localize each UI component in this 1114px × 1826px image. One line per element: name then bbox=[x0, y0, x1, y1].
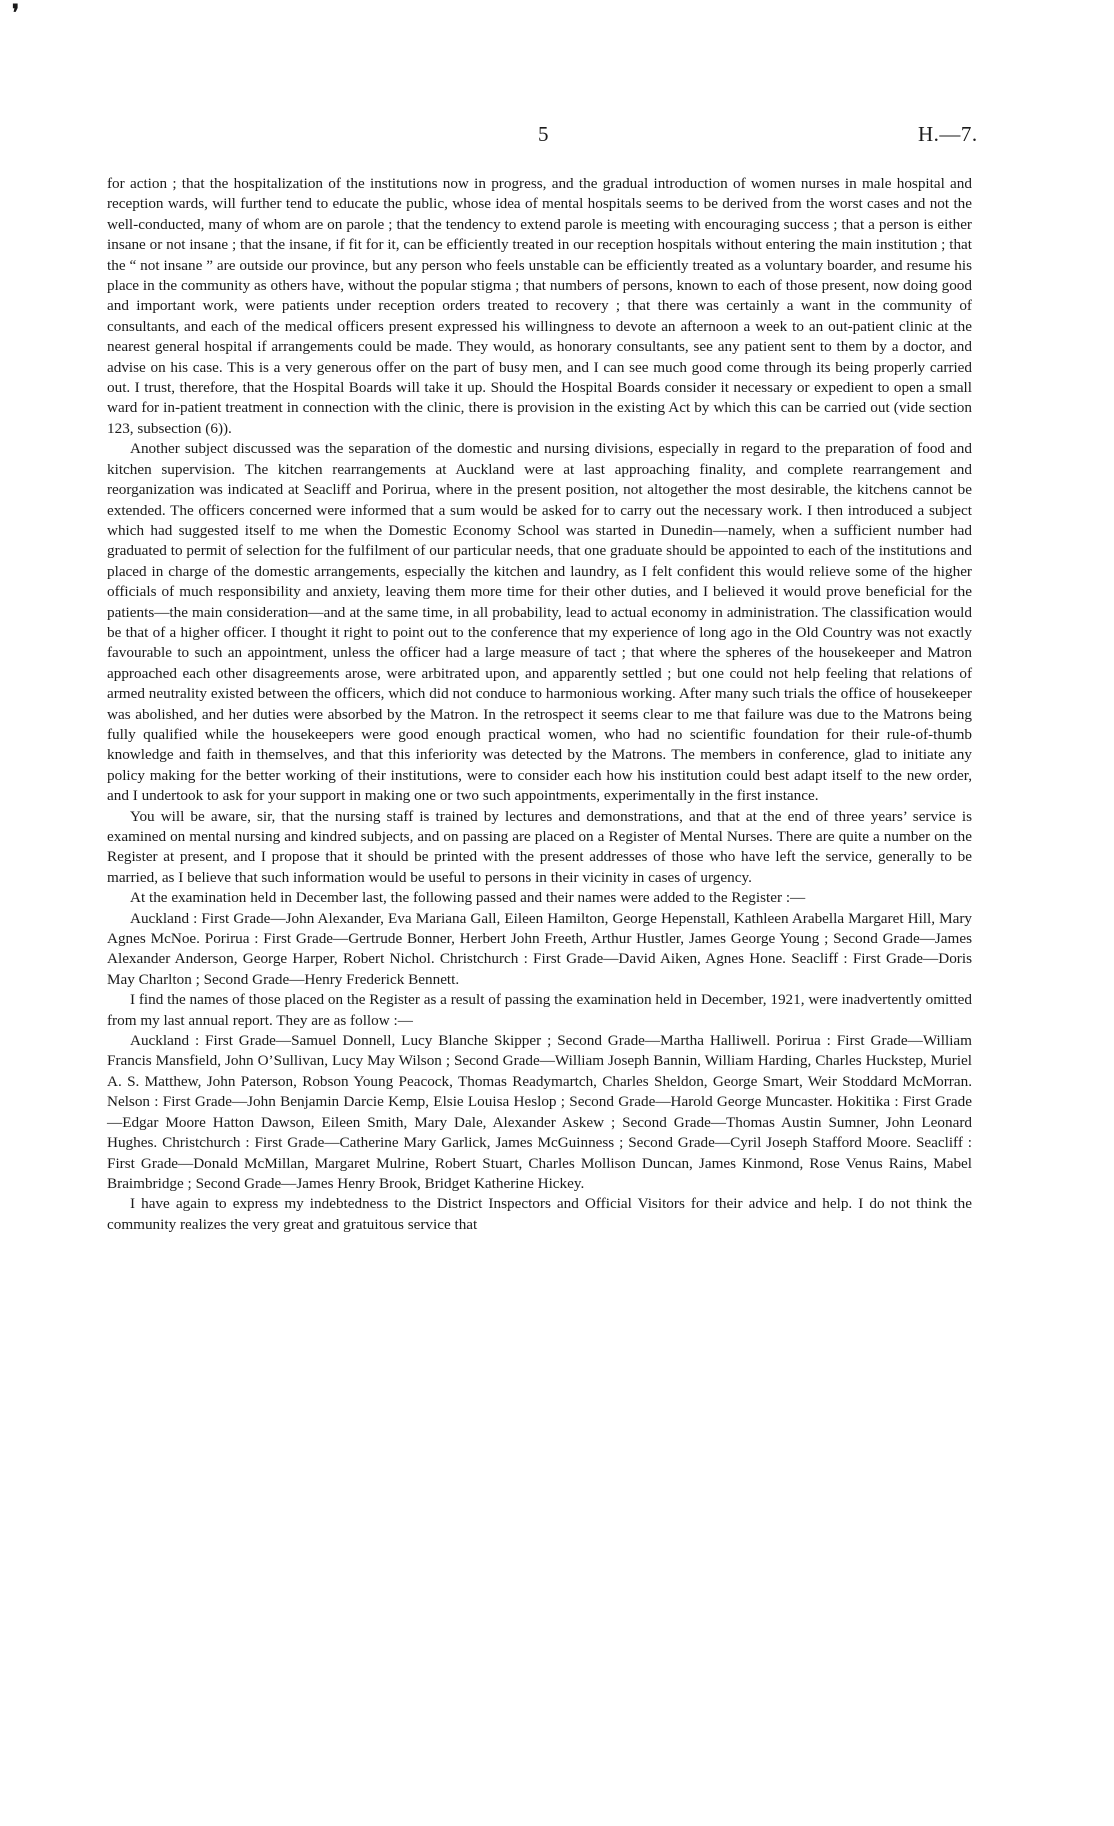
paragraph-nursing-staff: You will be aware, sir, that the nursing staff is trained by lectures and demonstrations, and that at the end of three years’ service is examined on mental nursing and kindred subjects, and on passing are placed on a Register of Mental Nurses. There are quite a number on the Register at present, and I propose that it should be printed with the present addresses of those who have left the service, generally to be married, as I believe that such information would be useful to persons in their vicinity in cases of urgency. bbox=[107, 807, 972, 886]
paragraph-acknowledgement: I have again to express my indebtedness to the District Inspectors and Official Visitors for their advice and help. I do not think the community realizes the very great and gratuitous service that bbox=[107, 1195, 972, 1233]
paragraph-register-list-1922: Auckland : First Grade—John Alexander, Eva Mariana Gall, Eileen Hamilton, George Hepenstall, Kathleen Arabella Margaret Hill, Mary Agnes McNoe. Porirua : First Grade—Gertrude Bonner, Herbert John Freeth, Arthur Hustler, James George Young ; Second Grade—James Alexander Anderson, George Harper, Robert Nichol. Christchurch : First Grade—David Aiken, Agnes Hone. Seacliff : First Grade—Doris May Charlton ; Second Grade—Henry Frederick Bennett. bbox=[107, 909, 972, 988]
paragraph-omitted-names-intro: I find the names of those placed on the Register as a result of passing the examination held in December, 1921, were inadvertently omitted from my last annual report. They are as follow :— bbox=[107, 991, 972, 1029]
page-header bbox=[0, 122, 1114, 152]
body-text bbox=[107, 174, 972, 1235]
document-code: H.—7. bbox=[918, 122, 978, 146]
page-number: 5 bbox=[538, 122, 549, 146]
paragraph-domestic-nursing: Another subject discussed was the separation of the domestic and nursing divisions, especially in regard to the preparation of food and kitchen supervision. The kitchen rearrangements at Auckland were at last approaching finality, and complete rearrangement and reorganization was indicated at Seacliff and Porirua, where in the present position, not altogether the most desirable, the kitchens cannot be extended. The officers concerned were informed that a sum would be asked for to carry out the necessary work. I then introduced a subject which had suggested itself to me when the Domestic Economy School was started in Dunedin—namely, when a sufficient number had graduated to permit of selection for the fulfilment of our particular needs, that one graduate should be appointed to each of the institutions and placed in charge of the domestic arrangements, especially the kitchen and laundry, as I felt confident this would relieve some of the higher officials of much responsibility and anxiety, leaving them more time for their other duties, and I believed it would prove beneficial for the patients—the main consideration—and at the same time, in all probability, lead to actual economy in administration. The classification would be that of a higher officer. I thought it right to point out to the conference that my experience of long ago in the Old Country was not exactly favourable to such an appointment, unless the officer had a large measure of tact ; that where the spheres of the housekeeper and Matron approached each other disagreements arose, were arbitrated upon, and apparently settled ; but one could not help feeling that relations of armed neutrality existed between the officers, which did not conduce to harmonious working. After many such trials the office of housekeeper was abolished, and her duties were absorbed by the Matron. In the retrospect it seems clear to me that failure was due to the Matrons being fully qualified while the housekeepers were good enough practical women, who had no scientific foundation for their rule-of-thumb knowledge and faith in themselves, and that this inferiority was detected by the Matrons. The members in conference, glad to initiate any policy making for the better working of their institutions, were to consider each how his institution could best adapt itself to the new order, and I undertook to ask for your support in making one or two such appointments, experimentally in the first instance. bbox=[107, 440, 972, 805]
paragraph-register-list-1921: Auckland : First Grade—Samuel Donnell, Lucy Blanche Skipper ; Second Grade—Martha Halliwell. Porirua : First Grade—William Francis Mansfield, John O’Sullivan, Lucy May Wilson ; Second Grade—William Joseph Bannin, William Harding, Charles Huckstep, Muriel A. S. Matthew, John Paterson, Robson Young Peacock, Thomas Readymartch, Charles Sheldon, George Smart, Weir Stoddard McMorran. Nelson : First Grade—John Benjamin Darcie Kemp, Elsie Louisa Heslop ; Second Grade—Harold George Muncaster. Hokitika : First Grade—Edgar Moore Hatton Dawson, Eileen Smith, Mary Dale, Alexander Askew ; Second Grade—Thomas Austin Sumner, John Leonard Hughes. Christchurch : First Grade—Catherine Mary Garlick, James McGuinness ; Second Grade—Cyril Joseph Stafford Moore. Seacliff : First Grade—Donald McMillan, Margaret Mulrine, Robert Stuart, Charles Mollison Duncan, James Kinmond, Rose Venus Rains, Mabel Braimbridge ; Second Grade—James Henry Brook, Bridget Katherine Hickey. bbox=[107, 1032, 972, 1192]
page-corner-mark: ❜ bbox=[12, 0, 20, 25]
paragraph-examination-intro: At the examination held in December last, the following passed and their names were added to the Register :— bbox=[130, 889, 806, 907]
paragraph-hospitalization: for action ; that the hospitalization of the institutions now in progress, and the gradual introduction of women nurses in male hospital and reception wards, will further tend to educate the public, whose idea of mental hospitals seems to be derived from the worst cases and not the well-conducted, many of whom are on parole ; that the tendency to extend parole is meeting with encouraging success ; that a person is either insane or not insane ; that the insane, if fit for it, can be efficiently treated in our reception hospitals without entering the main institution ; that the “ not insane ” are outside our province, but any person who feels unstable can be efficiently treated as a voluntary boarder, and resume his place in the community as others have, without the popular stigma ; that numbers of persons, known to each of those present, now doing good and important work, were patients under reception orders treated to recovery ; that there was certainly a want in the community of consultants, and each of the medical officers present expressed his willingness to devote an afternoon a week to an out-patient clinic at the nearest general hospital if arrangements could be made. They would, as honorary consultants, see any patient sent to them by a doctor, and advise on his case. This is a very generous offer on the part of busy men, and I can see much good come through its being properly carried out. I trust, therefore, that the Hospital Boards will take it up. Should the Hospital Boards consider it necessary or expedient to open a small ward for in-patient treatment in connection with the clinic, there is provision in the existing Act by which this can be carried out (vide section 123, subsection (6)). bbox=[107, 175, 972, 437]
